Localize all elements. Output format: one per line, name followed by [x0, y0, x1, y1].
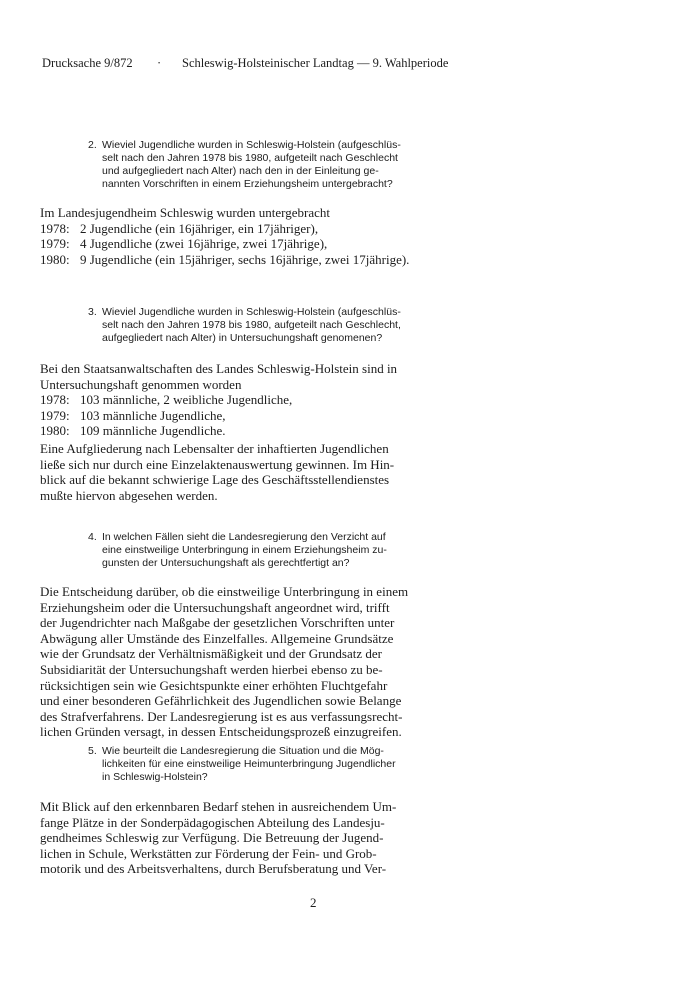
paragraph-line: lichen Gründen versagt, in dessen Entscheidungsprozeß einzugreifen. [40, 724, 402, 740]
year-text: 2 Jugendliche (ein 16jähriger, ein 17jähriger), [80, 220, 319, 236]
question-line: lichkeiten für eine einstweilige Heimunterbringung Jugendlicher [102, 758, 396, 770]
question-line: In welchen Fällen sieht die Landesregierung den Verzicht auf [102, 531, 386, 543]
answer-5 [40, 799, 400, 877]
question-line: Wieviel Jugendliche wurden in Schleswig-Holstein (aufgeschlüs- [102, 306, 401, 318]
year-row [40, 251, 410, 268]
question-number: 3. [88, 306, 97, 318]
paragraph-line: der Jugendrichter nach Maßgabe der gesetzlichen Vorschriften unter [40, 615, 395, 631]
year-label: 1978: [40, 392, 70, 408]
answer-2 [40, 205, 410, 267]
question-line: nannten Vorschriften in einem Erziehungsheim untergebracht? [102, 178, 393, 190]
question-line: und aufgegliedert nach Alter) nach den in der Einleitung ge- [102, 165, 379, 177]
header-title: Schleswig-Holsteinischer Landtag — 9. Wahlperiode [182, 56, 449, 70]
year-row [40, 236, 400, 252]
question-line: aufgegliedert nach Alter) in Untersuchungshaft genomenen? [102, 332, 383, 344]
paragraph-line: Abwägung aller Umstände des Einzelfalles. Allgemeine Grundsätze [40, 630, 394, 646]
year-label: 1980: [40, 423, 70, 439]
paragraph-line: mußte hiervon abgesehen werden. [40, 487, 218, 503]
paragraph-line: ließe sich nur durch eine Einzelaktenauswertung gewinnen. Im Hin- [40, 456, 395, 472]
paragraph-line: Subsidiarität der Untersuchungshaft werden hierbei ebenso zu be- [40, 661, 383, 677]
question-line: Wie beurteilt die Landesregierung die Situation und die Mög- [102, 745, 384, 757]
year-label: 1979: [40, 236, 70, 252]
year-text: 9 Jugendliche (ein 15jähriger, sechs 16jährige, zwei 17jährige). [80, 251, 410, 267]
year-text: 109 männliche Jugendliche. [80, 423, 226, 439]
paragraph-line: fange Plätze in der Sonderpädagogischen Abteilung des Landesju- [40, 814, 385, 830]
year-text: 103 männliche Jugendliche, [80, 407, 226, 423]
paragraph-line: motorik und des Arbeitsverhaltens, durch Berufsberatung und Ver- [40, 861, 387, 877]
question-number: 5. [88, 745, 97, 757]
paragraph-line: Die Entscheidung darüber, ob die einstweilige Unterbringung in einem [40, 584, 409, 599]
year-label: 1978: [40, 220, 70, 236]
header-separator: · [157, 56, 162, 70]
question-line: selt nach den Jahren 1978 bis 1980, aufgeteilt nach Geschlecht, [102, 319, 401, 331]
answer-3 [40, 361, 400, 439]
paragraph-line: blick auf die bekannt schwierige Lage des Geschäftsstellendienstes [40, 472, 390, 488]
answer-3-paragraph [40, 441, 400, 503]
paragraph-line: rücksichtigen sein wie Gesichtspunkte einer erhöhten Fluchtgefahr [40, 677, 388, 693]
answer-4 [40, 584, 409, 740]
paragraph-line: lichen in Schule, Werkstätten zur Förderung der Fein- und Grob- [40, 845, 377, 861]
page-number: 2 [310, 895, 317, 910]
question-3 [88, 306, 408, 345]
question-number: 4. [88, 531, 97, 543]
question-2 [88, 139, 408, 191]
paragraph-line: und einer besonderen Gefährlichkeit des Jugendlichen sowie Belange [40, 693, 402, 709]
question-line: Wieviel Jugendliche wurden in Schleswig-Holstein (aufgeschlüs- [102, 139, 401, 151]
question-4 [88, 531, 408, 570]
year-text: 4 Jugendliche (zwei 16jährige, zwei 17jährige), [80, 236, 328, 252]
year-text: 103 männliche, 2 weibliche Jugendliche, [80, 392, 293, 408]
year-label: 1979: [40, 407, 70, 423]
paragraph-line: Eine Aufgliederung nach Lebensalter der inhaftierten Jugendlichen [40, 441, 389, 456]
document-number: Drucksache 9/872 [42, 56, 133, 70]
year-row [40, 423, 400, 439]
year-row [40, 408, 400, 424]
question-line: eine einstweilige Unterbringung in einem Erziehungsheim zu- [102, 544, 387, 556]
year-label: 1980: [40, 251, 70, 267]
paragraph-line: gendheimes Schleswig zur Verfügung. Die Betreuung der Jugend- [40, 830, 384, 846]
paragraph-line: wie der Grundsatz der Verhältnismäßigkeit und der Grundsatz der [40, 646, 382, 662]
year-row [40, 392, 400, 408]
question-line: gunsten der Untersuchungshaft als gerechtfertigt an? [102, 557, 350, 569]
paragraph-line: des Strafverfahrens. Der Landesregierung ist es aus verfassungsrecht- [40, 708, 403, 724]
paragraph-line: Mit Blick auf den erkennbaren Bedarf stehen in ausreichendem Um- [40, 799, 397, 814]
question-line: selt nach den Jahren 1978 bis 1980, aufgeteilt nach Geschlecht [102, 152, 398, 164]
year-row [40, 221, 400, 237]
question-5 [88, 745, 408, 784]
answer-intro: Bei den Staatsanwaltschaften des Landes Schleswig-Holstein sind in [40, 361, 398, 376]
answer-intro: Untersuchungshaft genommen worden [40, 376, 242, 392]
paragraph-line: Erziehungsheim oder die Untersuchungshaft angeordnet wird, trifft [40, 599, 390, 615]
question-line: in Schleswig-Holstein? [102, 771, 208, 783]
question-number: 2. [88, 139, 97, 151]
answer-intro: Im Landesjugendheim Schleswig wurden untergebracht [40, 205, 331, 220]
